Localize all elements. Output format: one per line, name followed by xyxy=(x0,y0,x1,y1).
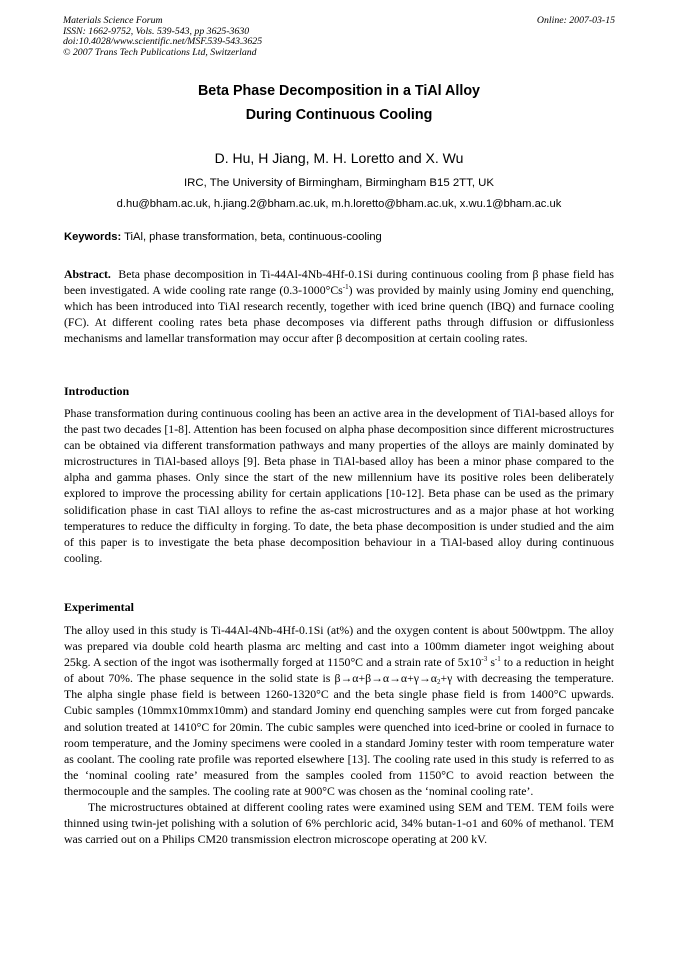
experimental-paragraph-2: The microstructures obtained at different cooling rates were examined using SEM and TEM. TEM foils were thinned using twin-jet polishing with a solution of 6% perchloric acid, 34% butan-1-o1 and 60% of methanol. TEM was carried out on a Philips CM20 transmission electron microscope operating at 200 kV. xyxy=(64,800,614,847)
journal-issn: ISSN: 1662-9752, Vols. 539-543, pp 3625-3630 xyxy=(63,25,250,37)
exp-text-b: s xyxy=(487,655,495,670)
experimental-heading: Experimental xyxy=(64,600,134,614)
introduction-heading: Introduction xyxy=(64,384,130,398)
exp-sup-1: -3 xyxy=(481,655,488,664)
experimental-section xyxy=(64,622,614,847)
keywords-label: Keywords: xyxy=(64,231,122,243)
abstract-sup: -1 xyxy=(342,283,349,292)
abstract-text-1: Beta phase decomposition in Ti-44Al-4Nb-4Hf-0.1Si during continuous cooling from β phase field has been investigated. A wide cooling rate range (0.3-1000°Cs xyxy=(64,267,615,298)
abstract-text-2: ) was provided by mainly using Jominy end quenching, which has been introduced into TiAl research recently, together with iced brine quench (IBQ) and furnace cooling (FC). At different cooling rates beta phase decomposes via different paths through diffusion or diffusionless mechanisms and lamellar transformation may occur after β decomposition at certain cooling rates. xyxy=(64,283,614,346)
paper-title-line-2: During Continuous Cooling xyxy=(245,107,433,123)
affiliation: IRC, The University of Birmingham, Birmingham B15 2TT, UK xyxy=(184,177,494,189)
exp-sup-2: -1 xyxy=(494,655,501,664)
introduction-text: Phase transformation during continuous cooling has been an active area in the development of TiAl-based alloys for the past two decades [1-8]. Attention has been focused on alpha phase decomposition since different microstructures can be obtained via different transformation pathways and many properties of the alloys are mainly dominated by microstructures in TiAl-based alloys [9]. Beta phase in TiAl-based alloy has been a minor phase compared to the alpha and gamma phases. Only since the start of the new millennium have its positive roles been deliberately explored to improve the processing ability for certain applications [10-12]. Beta phase can be used as the primary solidification phase in cast TiAl alloys to refine the as-cast microstructures and as a major phase at hot working temperatures to reduce the difficulty in forging. To date, the beta phase decomposition is under studied and the aim of this paper is to investigate the beta phase decomposition behaviour in a TiAl-based alloy during continuous cooling. xyxy=(64,406,614,565)
journal-copyright: © 2007 Trans Tech Publications Ltd, Switzerland xyxy=(63,46,257,58)
abstract xyxy=(64,266,614,346)
keywords-text: TiAl, phase transformation, beta, continuous-cooling xyxy=(124,231,382,243)
experimental-paragraph-1 xyxy=(64,622,614,799)
journal-header xyxy=(63,16,615,58)
exp-sub: 2 xyxy=(436,678,441,687)
exp-text-d: +γ with decreasing the temperature. The alpha single phase field is between 1260-1320°C and the beta single phase field is from 1400°C upwards. Cubic samples (10mmx10mmx10mm) and standard Jominy end quenching samples were cut from forged pancake and solution treated at 1410°C for 20min. The cubic samples were quenched into iced-brine or cooled in furnace to room temperature, and the Jominy specimens were cooled in a standard Jominy tester with room temperature water as coolant. The cooling rate profile was reported elsewhere [13]. The cooling rate used in this study is referred to as the ‘nominal cooling rate’ measured from the samples cooled from 1150°C to avoid reaction between the thermocouple and the samples. The cooling rate at 900°C was chosen as the ‘nominal cooling rate’. xyxy=(64,671,615,798)
author-list: D. Hu, H Jiang, M. H. Loretto and X. Wu xyxy=(214,150,464,166)
abstract-label: Abstract. xyxy=(64,267,111,281)
keywords xyxy=(64,231,624,243)
exp-text-c: to a reduction in height of about 70%. The phase sequence in the solid state is β→α+β→α→α+γ→α xyxy=(64,655,615,686)
introduction-section xyxy=(64,405,614,566)
online-date: Online: 2007-03-15 xyxy=(536,15,615,26)
author-emails: d.hu@bham.ac.uk, h.jiang.2@bham.ac.uk, m.h.loretto@bham.ac.uk, x.wu.1@bham.ac.uk xyxy=(116,198,562,210)
exp-text-a: The alloy used in this study is Ti-44Al-4Nb-4Hf-0.1Si (at%) and the oxygen content is about 500wtppm. The alloy was prepared via double cold hearth plasma arc melting and cast into a 100mm diameter ingot weighing about 25kg. A section of the ingot was isothermally forged at 1150°C and a strain rate of 5x10 xyxy=(64,623,614,670)
paper-title-line-1: Beta Phase Decomposition in a TiAl Alloy xyxy=(197,83,481,99)
journal-doi: doi:10.4028/www.scientific.net/MSF.539-543.3625 xyxy=(63,36,263,48)
journal-name: Materials Science Forum xyxy=(63,15,163,26)
